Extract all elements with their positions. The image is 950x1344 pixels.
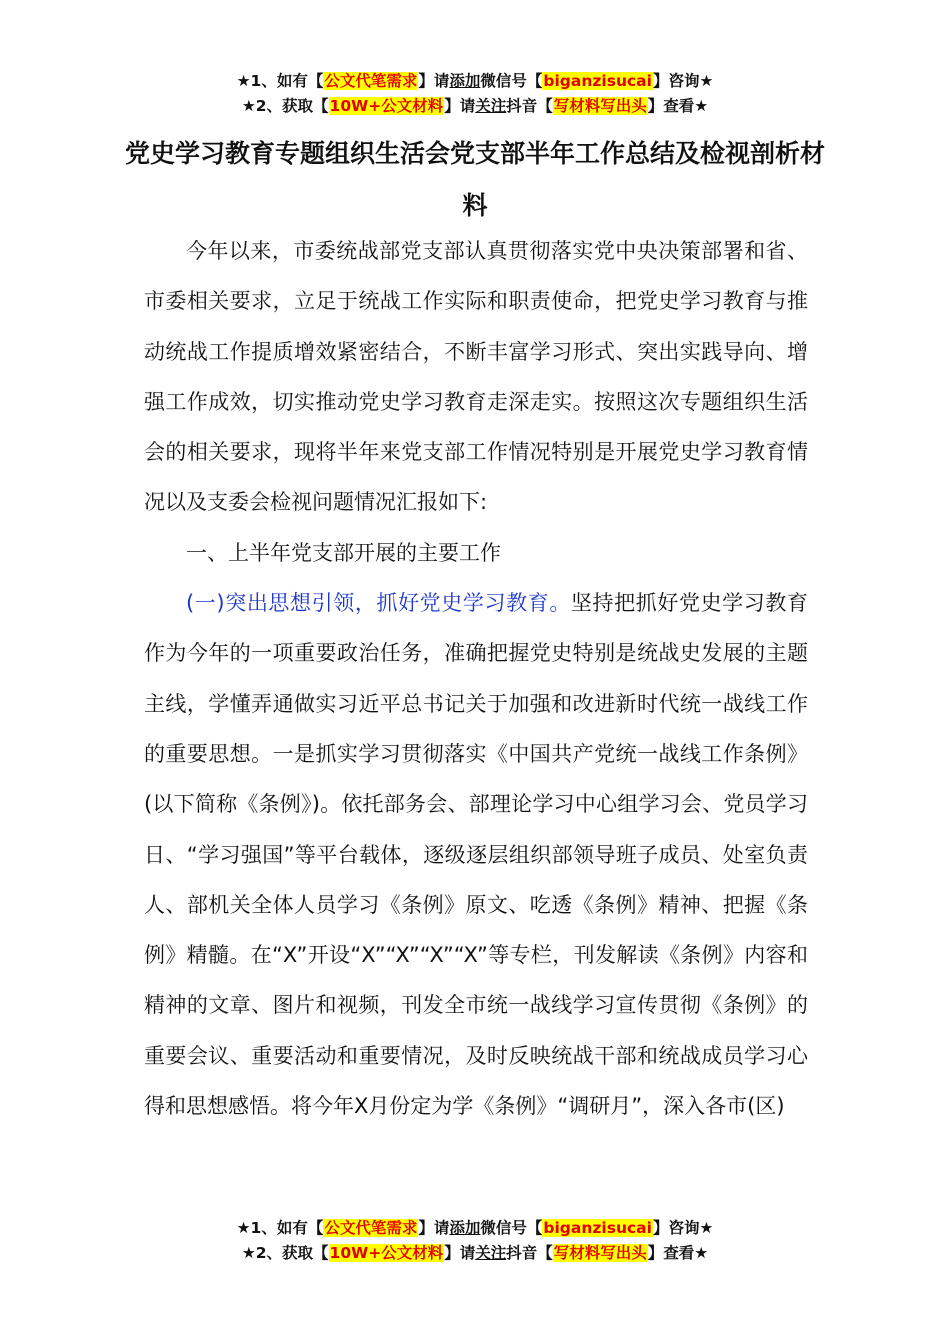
section-heading: 一、上半年党支部开展的主要工作 (186, 540, 501, 565)
highlight-douyin-id: 写材料写出头 (553, 1244, 647, 1262)
banner-line-2: ★2、获取【10W+公文材料】请关注抖音【写材料写出头】查看★ (241, 97, 709, 115)
bottom-banner (0, 1216, 950, 1266)
subsection-text: 坚持把抓好党史学习教育作为今年的一项重要政治任务，准确把握党史特别是统战史发展的主题主线，学懂弄通做实习近平总书记关于加强和改进新时代统一战线工作的重要思想。一是抓实学习贯彻落实《中国共产党统一战线工作条例》(以下简称《条例》)。依托部务会、部理论学习中心组学习会、党员学习日、“学习强国”等平台载体，逐级逐层组织部领导班子成员、处室负责人、部机关全体人员学习《条例》原文、吃透《条例》精神、把握《条例》精髓。在“X”开设“X”“X”“X”“X”等专栏，刊发解读《条例》内容和精神的文章、图片和视频，刊发全市统一战线学习宣传贯彻《条例》的重要会议、重要活动和重要情况，及时反映统战干部和统战成员学习心得和思想感悟。将今年X月份定为学《条例》“调研月”，深入各市(区) (144, 591, 808, 1119)
banner-line-2: ★2、获取【10W+公文材料】请关注抖音【写材料写出头】查看★ (241, 1244, 709, 1262)
subsection-paragraph (144, 578, 808, 1131)
document-title: 党史学习教育专题组织生活会党支部半年工作总结及检视剖析材料 (124, 139, 825, 220)
highlight-douyin-id: 写材料写出头 (553, 97, 647, 115)
intro-paragraph: 今年以来，市委统战部党支部认真贯彻落实党中央决策部署和省、市委相关要求，立足于统战工作实际和职责使命，把党史学习教育与推动统战工作提质增效紧密结合，不断丰富学习形式、突出实践导向、增强工作成效，切实推动党史学习教育走深走实。按照这次专题组织生活会的相关要求，现将半年来党支部工作情况特别是开展党史学习教育情况以及支委会检视问题情况汇报如下: (144, 239, 808, 515)
banner-line-1: ★1、如有【公文代笔需求】请添加微信号【biganzisucai】咨询★ (236, 72, 714, 90)
highlight-wechat-id: biganzisucai (543, 1219, 652, 1237)
banner-line-1: ★1、如有【公文代笔需求】请添加微信号【biganzisucai】咨询★ (236, 1219, 714, 1237)
highlight-service: 公文代笔需求 (324, 72, 418, 90)
highlight-materials: 10W+公文材料 (329, 1244, 444, 1262)
top-banner (0, 69, 950, 119)
document-body (144, 226, 808, 1131)
subsection-heading: (一)突出思想引领，抓好党史学习教育。 (186, 591, 571, 616)
highlight-service: 公文代笔需求 (324, 1219, 418, 1237)
highlight-wechat-id: biganzisucai (543, 72, 652, 90)
highlight-materials: 10W+公文材料 (329, 97, 444, 115)
